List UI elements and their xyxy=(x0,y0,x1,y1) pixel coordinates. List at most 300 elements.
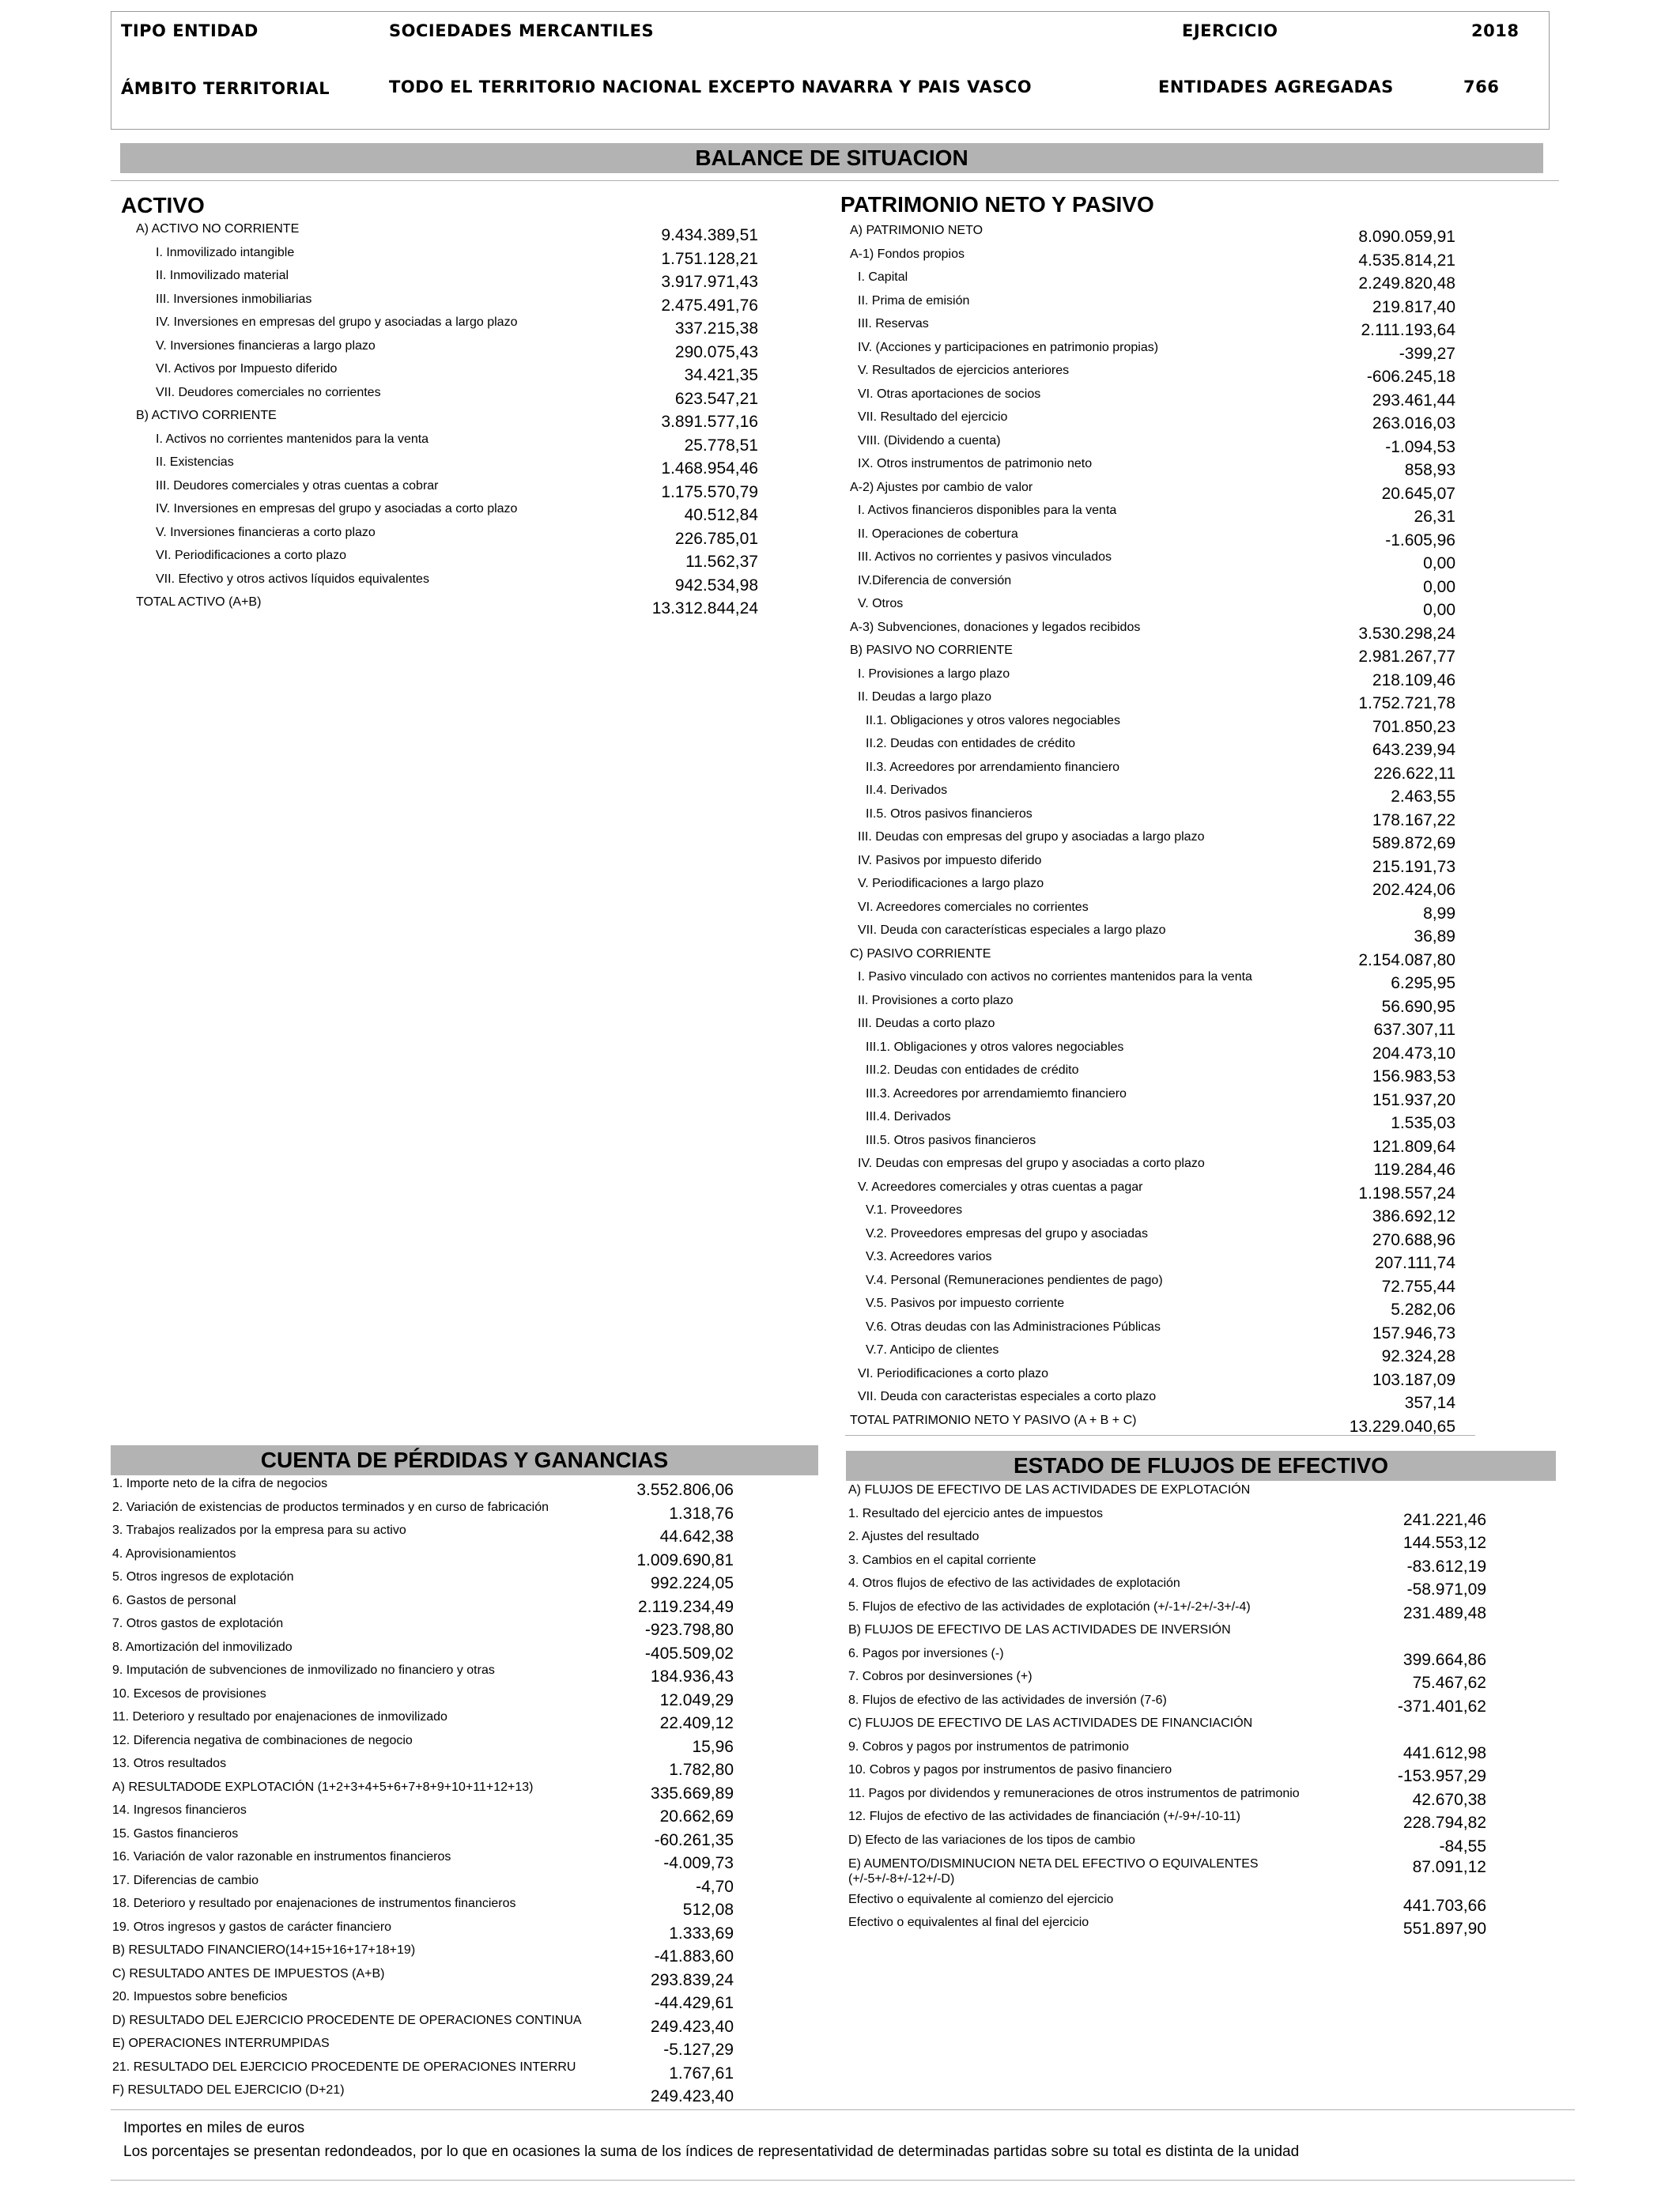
row-label: E) OPERACIONES INTERRUMPIDAS xyxy=(112,2037,330,2050)
row-value: 623.547,21 xyxy=(674,389,758,408)
table-row xyxy=(850,1017,1455,1040)
row-label: D) Efecto de las variaciones de los tipos de cambio xyxy=(848,1833,1135,1847)
row-label: C) PASIVO CORRIENTE xyxy=(850,946,991,961)
row-label: V.1. Proveedores xyxy=(866,1203,963,1217)
table-row xyxy=(850,224,1455,247)
table-row xyxy=(112,2060,734,2083)
row-value: -5.127,29 xyxy=(663,2041,734,2059)
table-row xyxy=(848,1740,1486,1763)
row-value: 144.553,12 xyxy=(1403,1534,1486,1552)
table-row xyxy=(850,761,1455,784)
row-value: -153.957,29 xyxy=(1397,1767,1486,1785)
table-row xyxy=(112,1501,734,1524)
entidades-agregadas-value: 766 xyxy=(1463,77,1500,96)
row-value: 0,00 xyxy=(1423,554,1455,572)
row-label: A) FLUJOS DE EFECTIVO DE LAS ACTIVIDADES DE EXPLOTACIÓN xyxy=(848,1483,1251,1497)
row-value: 637.307,11 xyxy=(1373,1021,1455,1039)
row-value: 20.645,07 xyxy=(1381,484,1455,503)
table-row xyxy=(112,1641,734,1663)
row-value: 228.794,82 xyxy=(1403,1814,1486,1832)
row-value: -1.605,96 xyxy=(1385,531,1455,549)
row-value: 241.221,46 xyxy=(1403,1510,1486,1529)
table-row xyxy=(850,294,1455,317)
table-row xyxy=(850,550,1455,573)
row-label: 4. Otros flujos de efectivo de las actividades de explotación xyxy=(848,1577,1180,1590)
row-label: III. Deudas con empresas del grupo y asociadas a largo plazo xyxy=(858,830,1205,844)
row-label: V.5. Pasivos por impuesto corriente xyxy=(866,1297,1065,1310)
row-label: VI. Periodificaciones a corto plazo xyxy=(156,549,347,562)
row-label: 5. Flujos de efectivo de las actividades de explotación (+/-1+/-2+/-3+/-4) xyxy=(848,1599,1251,1614)
row-label: A) ACTIVO NO CORRIENTE xyxy=(136,222,300,236)
row-value: 858,93 xyxy=(1404,461,1455,479)
row-value: 22.409,12 xyxy=(659,1714,734,1732)
table-row xyxy=(850,1414,1455,1437)
footer-units-note: Importes en miles de euros xyxy=(123,2120,305,2136)
row-value: 1.468.954,46 xyxy=(661,459,758,478)
row-value: -4,70 xyxy=(696,1877,734,1896)
row-label: II.2. Deudas con entidades de crédito xyxy=(866,737,1076,750)
table-row xyxy=(136,315,758,338)
row-label: III.2. Deudas con entidades de crédito xyxy=(866,1063,1079,1077)
row-label: V. Resultados de ejercicios anteriores xyxy=(858,364,1070,377)
row-label: 4. Aprovisionamientos xyxy=(112,1546,236,1561)
table-row xyxy=(848,1787,1486,1810)
row-label: IV. (Acciones y participaciones en patrimonio propias) xyxy=(858,340,1159,354)
row-value: 218.109,46 xyxy=(1372,670,1455,689)
row-value: 5.282,06 xyxy=(1391,1301,1455,1319)
row-label: VII. Efectivo y otros activos líquidos equivalentes xyxy=(156,572,429,586)
row-value: 2.111.193,64 xyxy=(1361,321,1455,339)
row-value: 249.423,40 xyxy=(650,2087,734,2105)
row-label: V.7. Anticipo de clientes xyxy=(866,1343,999,1357)
row-value: 589.872,69 xyxy=(1372,834,1455,852)
row-value: 1.175.570,79 xyxy=(661,482,758,501)
row-value: 12.049,29 xyxy=(659,1690,734,1709)
row-label: II.4. Derivados xyxy=(866,784,948,797)
table-row xyxy=(850,621,1455,644)
row-value: 2.154.087,80 xyxy=(1358,950,1455,969)
row-value: 942.534,98 xyxy=(674,576,758,595)
row-label: 3. Cambios en el capital corriente xyxy=(848,1553,1036,1567)
tipo-entidad-label: TIPO ENTIDAD xyxy=(121,21,259,40)
row-label: III.3. Acreedores por arrendamiemto financiero xyxy=(866,1086,1127,1101)
row-value: 1.198.557,24 xyxy=(1358,1184,1455,1203)
table-row xyxy=(850,574,1455,597)
row-value: 44.642,38 xyxy=(659,1527,734,1546)
row-value: 157.946,73 xyxy=(1372,1324,1455,1342)
row-label: V.6. Otras deudas con las Administraciones Públicas xyxy=(866,1320,1161,1334)
row-value: 512,08 xyxy=(682,1901,734,1919)
table-row xyxy=(850,317,1455,340)
row-label: V.4. Personal (Remuneraciones pendientes de pago) xyxy=(866,1273,1163,1287)
row-value: 20.662,69 xyxy=(659,1807,734,1826)
row-label: 8. Amortización del inmovilizado xyxy=(112,1640,293,1654)
table-row xyxy=(136,362,758,385)
table-row xyxy=(112,1687,734,1710)
table-row xyxy=(136,455,758,478)
table-row xyxy=(136,246,758,269)
row-label: VI. Activos por Impuesto diferido xyxy=(156,362,338,376)
row-value: 40.512,84 xyxy=(684,506,758,524)
table-row xyxy=(848,1600,1486,1623)
table-row xyxy=(112,2083,734,2106)
table-row xyxy=(848,1623,1486,1646)
table-row xyxy=(850,527,1455,550)
table-row xyxy=(136,432,758,455)
row-value: 207.111,74 xyxy=(1375,1254,1455,1272)
table-row xyxy=(848,1856,1486,1893)
row-label: 11. Deterioro y resultado por enajenaciones de inmovilizado xyxy=(112,1710,447,1724)
row-value: 293.461,44 xyxy=(1372,391,1455,410)
row-label: 3. Trabajos realizados por la empresa para su activo xyxy=(112,1524,406,1537)
table-row xyxy=(850,1297,1455,1320)
row-value: 992.224,05 xyxy=(650,1574,734,1592)
row-value: 2.475.491,76 xyxy=(661,296,758,315)
table-row xyxy=(850,644,1455,667)
table-row xyxy=(850,830,1455,853)
row-label: 13. Otros resultados xyxy=(112,1757,227,1770)
row-value: 3.530.298,24 xyxy=(1358,624,1455,643)
row-label: II.1. Obligaciones y otros valores negociables xyxy=(866,713,1120,727)
table-row xyxy=(112,1617,734,1640)
row-value: 1.751.128,21 xyxy=(661,249,758,268)
row-value: 0,00 xyxy=(1423,577,1455,596)
table-row xyxy=(848,1530,1486,1553)
row-label: V. Acreedores comerciales y otras cuentas a pagar xyxy=(858,1180,1143,1194)
ejercicio-value: 2018 xyxy=(1471,21,1520,40)
row-label: IV. Deudas con empresas del grupo y asociadas a corto plazo xyxy=(858,1157,1205,1170)
row-label: 12. Diferencia negativa de combinaciones de negocio xyxy=(112,1733,413,1747)
row-label: 8. Flujos de efectivo de las actividades de inversión (7-6) xyxy=(848,1693,1167,1707)
row-label: 7. Otros gastos de explotación xyxy=(112,1617,284,1630)
row-label: A-1) Fondos propios xyxy=(850,247,965,261)
table-row xyxy=(112,1570,734,1593)
table-row xyxy=(136,526,758,549)
row-value: 1.782,80 xyxy=(669,1761,734,1779)
table-row xyxy=(112,1524,734,1546)
row-value: 0,00 xyxy=(1423,601,1455,619)
row-label: I. Provisiones a largo plazo xyxy=(858,667,1010,681)
table-row xyxy=(112,1663,734,1686)
row-value: -405.509,02 xyxy=(644,1644,734,1663)
row-label: 19. Otros ingresos y gastos de carácter financiero xyxy=(112,1920,392,1934)
row-value: 11.562,37 xyxy=(685,553,758,571)
row-label: III. Inversiones inmobiliarias xyxy=(156,292,312,306)
pasivo-heading: PATRIMONIO NETO Y PASIVO xyxy=(840,192,1154,217)
row-value: 441.703,66 xyxy=(1403,1896,1486,1915)
table-row xyxy=(112,1710,734,1733)
table-row xyxy=(850,1110,1455,1133)
row-label: A) PATRIMONIO NETO xyxy=(850,224,983,237)
row-value: 335.669,89 xyxy=(650,1784,734,1803)
row-value: 34.421,35 xyxy=(684,366,758,384)
table-row xyxy=(850,994,1455,1017)
row-label: III. Deudores comerciales y otras cuentas a cobrar xyxy=(156,478,439,493)
table-row xyxy=(850,1274,1455,1297)
balance-bottom-rule xyxy=(845,1435,1475,1436)
row-label: VI. Otras aportaciones de socios xyxy=(858,387,1041,401)
row-label: 2. Variación de existencias de productos terminados y en curso de fabricación xyxy=(112,1500,549,1514)
row-label: II. Deudas a largo plazo xyxy=(858,690,991,704)
table-row xyxy=(112,2014,734,2037)
table-row xyxy=(850,410,1455,433)
row-value: -399,27 xyxy=(1399,344,1455,363)
row-label: F) RESULTADO DEL EJERCICIO (D+21) xyxy=(112,2083,345,2097)
row-label: V. Otros xyxy=(858,597,904,610)
row-value: -923.798,80 xyxy=(644,1621,734,1639)
table-row xyxy=(112,1990,734,2013)
row-value: 1.009.690,81 xyxy=(636,1550,734,1569)
row-label: 21. RESULTADO DEL EJERCICIO PROCEDENTE DE OPERACIONES INTERRU xyxy=(112,2060,576,2074)
row-value: 1.535,03 xyxy=(1391,1114,1455,1132)
row-value: -84,55 xyxy=(1439,1837,1486,1856)
row-value: 643.239,94 xyxy=(1372,741,1455,759)
table-row xyxy=(850,1040,1455,1063)
row-label: V. Periodificaciones a largo plazo xyxy=(858,877,1044,890)
table-row xyxy=(848,1716,1486,1739)
row-value: -60.261,35 xyxy=(654,1830,734,1849)
row-value: 119.284,46 xyxy=(1373,1161,1455,1179)
row-value: 103.187,09 xyxy=(1372,1370,1455,1389)
table-row xyxy=(112,1897,734,1920)
row-value: 1.318,76 xyxy=(669,1504,734,1523)
table-row xyxy=(136,479,758,502)
footer-percent-note: Los porcentajes se presentan redondeados, por lo que en ocasiones la suma de los índices de representatividad de determinadas partidas sobre su total es distinta de la unidad xyxy=(123,2143,1300,2160)
table-row xyxy=(850,504,1455,527)
row-label: TOTAL PATRIMONIO NETO Y PASIVO (A + B + C) xyxy=(850,1413,1137,1427)
row-value: 293.839,24 xyxy=(650,1970,734,1989)
table-row xyxy=(136,595,758,618)
table-row xyxy=(850,854,1455,877)
row-label: II. Inmovilizado material xyxy=(156,269,289,282)
table-row xyxy=(850,737,1455,760)
row-value: 3.891.577,16 xyxy=(661,413,758,431)
row-value: 357,14 xyxy=(1404,1394,1455,1412)
table-row xyxy=(136,409,758,432)
row-label: VIII. (Dividendo a cuenta) xyxy=(858,433,1001,447)
row-value: 386.692,12 xyxy=(1372,1207,1455,1225)
row-value: 270.688,96 xyxy=(1372,1230,1455,1249)
row-label: A-2) Ajustes por cambio de valor xyxy=(850,480,1033,494)
row-label: II.5. Otros pasivos financieros xyxy=(866,806,1033,821)
row-label: B) ACTIVO CORRIENTE xyxy=(136,409,277,422)
table-row xyxy=(848,1763,1486,1786)
row-value: 1.333,69 xyxy=(669,1924,734,1943)
row-label: I. Pasivo vinculado con activos no corrientes mantenidos para la venta xyxy=(858,970,1252,984)
table-row xyxy=(848,1810,1486,1833)
table-row xyxy=(848,1647,1486,1670)
row-value: 226.622,11 xyxy=(1373,764,1455,783)
row-label: C) RESULTADO ANTES DE IMPUESTOS (A+B) xyxy=(112,1966,385,1981)
row-label: 17. Diferencias de cambio xyxy=(112,1873,259,1887)
footer-bottom-rule xyxy=(111,2180,1575,2181)
table-row xyxy=(112,1477,734,1500)
balance-rule xyxy=(111,180,1559,181)
activo-heading: ACTIVO xyxy=(121,193,205,217)
row-value: 701.850,23 xyxy=(1372,717,1455,736)
table-row xyxy=(850,1087,1455,1110)
row-label: 6. Gastos de personal xyxy=(112,1593,236,1607)
table-row xyxy=(850,1320,1455,1343)
row-label: 14. Ingresos financieros xyxy=(112,1803,247,1817)
row-label: 20. Impuestos sobre beneficios xyxy=(112,1990,288,2003)
row-value: 337.215,38 xyxy=(674,319,758,338)
row-value: 87.091,12 xyxy=(1412,1858,1486,1876)
row-label: 9. Imputación de subvenciones de inmovilizado no financiero y otras xyxy=(112,1663,495,1677)
row-label: A) RESULTADODE EXPLOTACIÓN (1+2+3+4+5+6+7+8+9+10+11+12+13) xyxy=(112,1780,534,1794)
table-row xyxy=(848,1670,1486,1693)
header-box xyxy=(111,11,1550,130)
row-value: 151.937,20 xyxy=(1372,1090,1455,1109)
table-row xyxy=(112,1757,734,1780)
row-label: VII. Resultado del ejercicio xyxy=(858,410,1008,424)
table-row xyxy=(112,1734,734,1757)
row-label: A-3) Subvenciones, donaciones y legados recibidos xyxy=(850,620,1141,634)
table-row xyxy=(850,1250,1455,1273)
table-row xyxy=(850,434,1455,457)
table-row xyxy=(850,667,1455,690)
table-row xyxy=(112,1967,734,1990)
entidades-agregadas-label: ENTIDADES AGREGADAS xyxy=(1158,77,1394,96)
row-value: 72.755,44 xyxy=(1381,1277,1455,1296)
table-row xyxy=(850,247,1455,270)
row-label: IV.Diferencia de conversión xyxy=(858,573,1012,587)
row-value: 202.424,06 xyxy=(1372,881,1455,899)
row-label: 16. Variación de valor razonable en instrumentos financieros xyxy=(112,1850,451,1864)
table-row xyxy=(136,502,758,525)
row-label: E) AUMENTO/DISMINUCION NETA DEL EFECTIVO O EQUIVALENTES (+/-5+/-8+/-12+/-D) xyxy=(848,1857,1259,1886)
row-value: 42.670,38 xyxy=(1412,1790,1486,1809)
row-value: 9.434.389,51 xyxy=(661,226,758,244)
row-value: -83.612,19 xyxy=(1406,1557,1486,1576)
table-row xyxy=(850,714,1455,737)
table-row xyxy=(112,1547,734,1570)
row-label: 10. Excesos de provisiones xyxy=(112,1686,266,1701)
table-row xyxy=(850,597,1455,620)
row-label: D) RESULTADO DEL EJERCICIO PROCEDENTE DE OPERACIONES CONTINUA xyxy=(112,2013,582,2027)
table-row xyxy=(850,1134,1455,1157)
row-label: C) FLUJOS DE EFECTIVO DE LAS ACTIVIDADES DE FINANCIACIÓN xyxy=(848,1716,1253,1730)
row-label: I. Inmovilizado intangible xyxy=(156,245,295,259)
row-value: 184.936,43 xyxy=(650,1667,734,1686)
table-row xyxy=(112,1874,734,1897)
row-value: -371.401,62 xyxy=(1397,1697,1486,1716)
row-value: 2.119.234,49 xyxy=(637,1597,734,1616)
table-row xyxy=(850,387,1455,410)
table-row xyxy=(136,572,758,595)
table-row xyxy=(136,386,758,409)
balance-title-bar: BALANCE DE SITUACION xyxy=(120,143,1543,173)
table-row xyxy=(850,877,1455,900)
row-label: VI. Acreedores comerciales no corrientes xyxy=(858,900,1089,914)
table-row xyxy=(850,901,1455,923)
row-label: B) FLUJOS DE EFECTIVO DE LAS ACTIVIDADES DE INVERSIÓN xyxy=(848,1623,1231,1637)
pyg-title-bar: CUENTA DE PÉRDIDAS Y GANANCIAS xyxy=(111,1445,818,1475)
table-row xyxy=(848,1577,1486,1599)
table-row xyxy=(850,784,1455,806)
table-row xyxy=(850,1390,1455,1413)
table-row xyxy=(850,341,1455,364)
row-value: 13.229.040,65 xyxy=(1349,1417,1455,1436)
table-row xyxy=(112,1803,734,1826)
footer-top-rule xyxy=(111,2109,1575,2110)
row-label: II.3. Acreedores por arrendamiento financiero xyxy=(866,760,1120,774)
row-label: IV. Inversiones en empresas del grupo y asociadas a largo plazo xyxy=(156,315,518,329)
row-value: 4.535.814,21 xyxy=(1358,251,1455,270)
row-label: 2. Ajustes del resultado xyxy=(848,1530,980,1543)
row-label: 6. Pagos por inversiones (-) xyxy=(848,1646,1004,1660)
row-label: I. Activos no corrientes mantenidos para la venta xyxy=(156,432,429,446)
table-row xyxy=(850,970,1455,993)
row-value: -44.429,61 xyxy=(654,1994,734,2012)
table-row xyxy=(112,1781,734,1803)
row-label: VII. Deudores comerciales no corrientes xyxy=(156,385,381,399)
row-label: V.2. Proveedores empresas del grupo y asociadas xyxy=(866,1226,1148,1240)
row-value: 15,96 xyxy=(692,1737,734,1756)
row-label: I. Capital xyxy=(858,270,908,284)
row-label: Efectivo o equivalente al comienzo del ejercicio xyxy=(848,1892,1114,1906)
row-label: 9. Cobros y pagos por instrumentos de patrimonio xyxy=(848,1739,1129,1754)
ambito-territorial-value: TODO EL TERRITORIO NACIONAL EXCEPTO NAVARRA Y PAIS VASCO xyxy=(389,77,1033,96)
row-value: 3.552.806,06 xyxy=(636,1481,734,1499)
row-value: 8.090.059,91 xyxy=(1358,228,1455,246)
row-value: 2.981.267,77 xyxy=(1358,648,1455,666)
row-label: IX. Otros instrumentos de patrimonio neto xyxy=(858,457,1093,470)
row-label: VII. Deuda con caracteristas especiales a corto plazo xyxy=(858,1390,1157,1403)
row-label: 12. Flujos de efectivo de las actividades de financiación (+/-9+/-10-11) xyxy=(848,1810,1240,1823)
ambito-territorial-label: ÁMBITO TERRITORIAL xyxy=(121,79,330,98)
row-label: Efectivo o equivalentes al final del ejercicio xyxy=(848,1916,1089,1930)
row-label: V. Inversiones financieras a largo plazo xyxy=(156,338,376,353)
table-row xyxy=(850,1180,1455,1203)
row-label: V.3. Acreedores varios xyxy=(866,1250,992,1263)
table-row xyxy=(850,364,1455,387)
row-value: -606.245,18 xyxy=(1366,368,1455,386)
table-row xyxy=(136,222,758,245)
row-value: -58.971,09 xyxy=(1406,1580,1486,1599)
row-label: II. Provisiones a corto plazo xyxy=(858,993,1014,1007)
row-value: 8,99 xyxy=(1423,904,1455,923)
row-value: 263.016,03 xyxy=(1372,414,1455,432)
row-value: -4.009,73 xyxy=(663,1854,734,1872)
row-label: IV. Inversiones en empresas del grupo y asociadas a corto plazo xyxy=(156,502,518,515)
row-value: 204.473,10 xyxy=(1372,1044,1455,1063)
ejercicio-label: EJERCICIO xyxy=(1182,21,1278,40)
table-row xyxy=(850,1203,1455,1226)
row-value: 219.817,40 xyxy=(1372,297,1455,316)
row-label: II. Operaciones de cobertura xyxy=(858,527,1018,541)
row-value: 249.423,40 xyxy=(650,2017,734,2036)
table-row xyxy=(112,1920,734,1943)
row-value: 2.249.820,48 xyxy=(1358,274,1455,293)
row-label: IV. Pasivos por impuesto diferido xyxy=(858,853,1042,867)
row-label: VI. Periodificaciones a corto plazo xyxy=(858,1366,1049,1380)
table-row xyxy=(112,2037,734,2060)
row-label: 5. Otros ingresos de explotación xyxy=(112,1570,294,1584)
row-value: 399.664,86 xyxy=(1403,1650,1486,1669)
row-label: 15. Gastos financieros xyxy=(112,1826,239,1841)
table-row xyxy=(850,1227,1455,1250)
row-label: III.1. Obligaciones y otros valores negociables xyxy=(866,1040,1124,1054)
row-value: 1.767,61 xyxy=(669,2064,734,2083)
table-row xyxy=(136,339,758,362)
table-row xyxy=(850,923,1455,946)
table-row xyxy=(850,270,1455,293)
row-label: III.4. Derivados xyxy=(866,1110,951,1123)
table-row xyxy=(112,1594,734,1617)
row-label: 7. Cobros por desinversiones (+) xyxy=(848,1670,1033,1683)
table-row xyxy=(136,269,758,292)
